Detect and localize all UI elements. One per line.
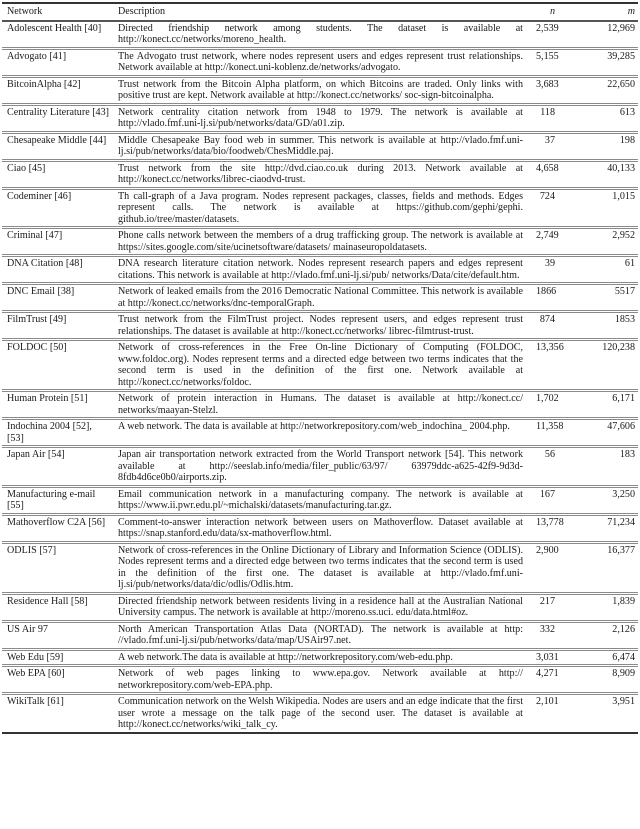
- table-row: [2, 228, 638, 256]
- header-network: Network: [7, 6, 43, 17]
- table-row: [2, 76, 638, 104]
- cell-m: 1853: [614, 314, 635, 325]
- cell-m: 3,951: [612, 696, 635, 707]
- cell-m: 40,133: [607, 162, 635, 174]
- cell-description: Trust network from the Bitcoin Alpha platform, on which Bitcoins are traded. Only links with positive trust are kept. Network available at http://konect.cc/networks/ soc-sign-bitcoinalpha.: [118, 78, 523, 101]
- cell-m: 6,474: [612, 651, 635, 663]
- cell-n: 5,155: [536, 50, 559, 62]
- cell-description: Directed friendship network among students. The dataset is available at http://konect.cc/networks/moreno_health.: [118, 22, 523, 45]
- table-row: [2, 188, 638, 228]
- cell-n: 13,778: [536, 516, 564, 528]
- cell-m: 1,839: [612, 595, 635, 607]
- cell-description: Directed friendship network between residents living in a residence hall at the Australian National University campus. The network is available at http://moreno.ss.uci. edu/data.html#oz.: [118, 595, 523, 618]
- table-row: [2, 284, 638, 312]
- cell-network: Centrality Literature [43]: [7, 106, 110, 118]
- cell-network: Chesapeake Middle [44]: [7, 134, 107, 146]
- cell-description: North American Transportation Atlas Data (NORTAD). The network is available at http: //vlado.fmf.uni-lj.si/pub/networks/data/map/USAir97.net.: [118, 623, 523, 646]
- cell-n: 4,271: [536, 668, 559, 679]
- cell-m: 120,238: [602, 342, 635, 353]
- cell-n: 874: [539, 314, 555, 325]
- header-m: m: [627, 6, 635, 17]
- cell-n: 2,749: [536, 230, 559, 241]
- header-n: n: [549, 6, 555, 17]
- cell-description: Email communication network in a manufacturing company. The network is available at https://www.ii.pwr.edu.pl/~michalski/datasets/manufacturing.tar.gz.: [118, 488, 523, 511]
- cell-network: DNC Email [38]: [7, 286, 75, 297]
- header-row: [2, 3, 638, 21]
- cell-m: 39,285: [607, 50, 635, 62]
- cell-description: Trust network from the FilmTrust project. Nodes represent users, and edges represent trust relationships. The dataset is available at http://konect.cc/networks/ librec-filmtrust-trust.: [118, 314, 523, 337]
- cell-description: Network of web pages linking to www.epa.gov. Network available at http:// networkrepository.com/web-EPA.php.: [118, 668, 523, 691]
- cell-network: Human Protein [51]: [7, 393, 88, 404]
- cell-n: 39: [544, 258, 555, 269]
- table-row: [2, 649, 638, 666]
- cell-n: 13,356: [536, 342, 564, 353]
- table-row: [2, 447, 638, 487]
- cell-description: Th call-graph of a Java program. Nodes represent packages, classes, fields and methods. Edges represent calls. The network is available at https://github.com/gephi/gephi. github.io/tree/master/datasets.: [118, 190, 523, 225]
- cell-n: 724: [539, 190, 555, 202]
- cell-network: Web EPA [60]: [7, 668, 65, 679]
- cell-network: Codeminer [46]: [7, 190, 72, 202]
- table-row: [2, 132, 638, 160]
- table-row: [2, 419, 638, 447]
- cell-n: 4,658: [536, 162, 559, 174]
- cell-description: The Advogato trust network, where nodes represent users and edges represent trust relationships. Network available at http://konect.uni-koblenz.de/networks/advogato.: [118, 50, 523, 73]
- cell-network: FilmTrust [49]: [7, 314, 67, 325]
- table-row: [2, 666, 638, 694]
- cell-description: A web network.The data is available at http://networkrepository.com/web-edu.php.: [118, 651, 453, 663]
- cell-network: Web Edu [59]: [7, 651, 64, 663]
- table-row: [2, 593, 638, 621]
- cell-network: DNA Citation [48]: [7, 258, 83, 269]
- cell-n: 167: [539, 488, 555, 500]
- cell-m: 16,377: [607, 544, 635, 556]
- cell-m: 5517: [614, 286, 635, 297]
- cell-m: 6,171: [612, 393, 635, 404]
- cell-n: 2,539: [536, 22, 559, 34]
- cell-n: 3,031: [536, 651, 559, 663]
- table-body: [2, 21, 638, 733]
- cell-description: A web network. The data is available at http://networkrepository.com/web_indochina_ 2004.php.: [118, 421, 510, 432]
- table-row: [2, 694, 638, 733]
- cell-n: 332: [539, 623, 555, 635]
- cell-description: Network of cross-references in the Online Dictionary of Library and Information Science (ODLIS). Nodes represent terms and a directed edge between two terms indicates that the second term is used in the definition of the first one. The dataset is available at http://vlado.fmf.uni-lj.si/pub/networks/data/dic/odlis/Odlis.htm.: [118, 544, 523, 590]
- cell-description: Middle Chesapeake Bay food web in summer. This network is available at http://vlado.fmf.uni-lj.si/pub/networks/data/bio/foodweb/ChesMiddle.paj.: [118, 134, 523, 157]
- cell-description: Network centrality citation network from 1948 to 1979. The network is available at http://vlado.fmf.uni-lj.si/pub/networks/data/GD/a01.zip.: [118, 106, 523, 129]
- cell-m: 183: [619, 449, 635, 460]
- cell-m: 12,969: [607, 22, 635, 34]
- cell-m: 8,909: [612, 668, 635, 679]
- cell-description: Japan air transportation network extracted from the World Transport network [54]. This network available at http://seeslab.info/media/filer_public/63/97/ 63979ddc-a625-42f9-9d3d-8fdb4d6ce0b0/airports.zip.: [118, 449, 523, 483]
- cell-n: 118: [540, 106, 555, 118]
- cell-network: US Air 97: [7, 623, 48, 635]
- table-row: [2, 391, 638, 419]
- table-row: [2, 340, 638, 391]
- cell-description: Trust network from the site http://dvd.ciao.co.uk during 2013. Network available at http://konect.cc/networks/librec-ciaodvd-trust.: [118, 162, 523, 185]
- cell-network: Adolescent Health [40]: [7, 22, 102, 34]
- table-row: [2, 514, 638, 542]
- table-row: [2, 256, 638, 284]
- cell-network: Mathoverflow C2A [56]: [7, 516, 106, 528]
- cell-network: Ciao [45]: [7, 162, 46, 174]
- cell-m: 47,606: [607, 421, 635, 432]
- cell-m: 22,650: [607, 78, 635, 90]
- cell-network: ODLIS [57]: [7, 544, 57, 556]
- table-row: [2, 312, 638, 340]
- table-row: [2, 21, 638, 49]
- cell-m: 3,250: [612, 488, 635, 500]
- table-row: [2, 486, 638, 514]
- cell-m: 2,952: [612, 230, 635, 241]
- table-row: [2, 160, 638, 188]
- cell-network: Residence Hall [58]: [7, 595, 88, 607]
- table-row: [2, 104, 638, 132]
- cell-m: 2,126: [612, 623, 635, 635]
- cell-n: 3,683: [536, 78, 559, 90]
- cell-m: 71,234: [607, 516, 635, 528]
- cell-n: 11,358: [536, 421, 564, 432]
- cell-n: 37: [544, 134, 555, 146]
- cell-description: Network of cross-references in the Free On-line Dictionary of Computing (FOLDOC, www.foldoc.org). Nodes represent terms and a directed edge between two terms indicates that the second term is used in the definition of the first one. Network available at http://konect.cc/networks/foldoc.: [118, 342, 523, 388]
- cell-m: 1,015: [612, 190, 635, 202]
- cell-n: 1,702: [536, 393, 559, 404]
- cell-network: BitcoinAlpha [42]: [7, 78, 81, 90]
- cell-network: FOLDOC [50]: [7, 342, 67, 353]
- cell-description: Network of leaked emails from the 2016 Democratic National Committee. This network is available at http://konect.cc/networks/dnc-temporalGraph.: [118, 286, 523, 309]
- table-row: [2, 48, 638, 76]
- cell-m: 613: [619, 106, 635, 118]
- header-description: Description: [118, 6, 166, 17]
- cell-description: Phone calls network between the members of a drug trafficking group. The network is available at https://sites.google.com/site/ucinetsoftware/datasets/ mainaseuropoldatasets.: [118, 230, 523, 253]
- cell-n: 1866: [536, 286, 557, 297]
- cell-description: Communication network on the Welsh Wikipedia. Nodes are users and an edge indicate that the first user wrote a message on the talk page of the second user. The dataset is available at http://konect.cc/networks/wiki_talk_cy.: [118, 696, 523, 730]
- cell-description: Network of protein interaction in Humans. The dataset is available at http://konect.cc/ networks/maayan-Stelzl.: [118, 393, 523, 416]
- cell-description: DNA research literature citation network. Nodes represent research papers and edges represent citations. This network is available at http://vlado.fmf.uni-lj.si/pub/ networks/Data/cite/default.htm.: [118, 258, 523, 281]
- cell-network: Manufacturing e-mail [55]: [7, 488, 96, 511]
- cell-n: 217: [539, 595, 555, 607]
- cell-network: Indochina 2004 [52], [53]: [7, 421, 92, 444]
- cell-m: 198: [619, 134, 635, 146]
- cell-m: 61: [624, 258, 635, 269]
- cell-network: Advogato [41]: [7, 50, 67, 62]
- table-row: [2, 542, 638, 593]
- table-row: [2, 621, 638, 649]
- cell-n: 2,101: [536, 696, 559, 707]
- cell-network: Criminal [47]: [7, 230, 63, 241]
- table-header: [2, 3, 638, 21]
- cell-network: WikiTalk [61]: [7, 696, 64, 707]
- cell-n: 56: [544, 449, 555, 460]
- networks-table: [2, 2, 638, 734]
- cell-n: 2,900: [536, 544, 559, 556]
- cell-network: Japan Air [54]: [7, 449, 65, 460]
- cell-description: Comment-to-answer interaction network between users on Mathoverflow. Dataset available at https://snap.stanford.edu/data/sx-mathoverflow.html.: [118, 516, 523, 539]
